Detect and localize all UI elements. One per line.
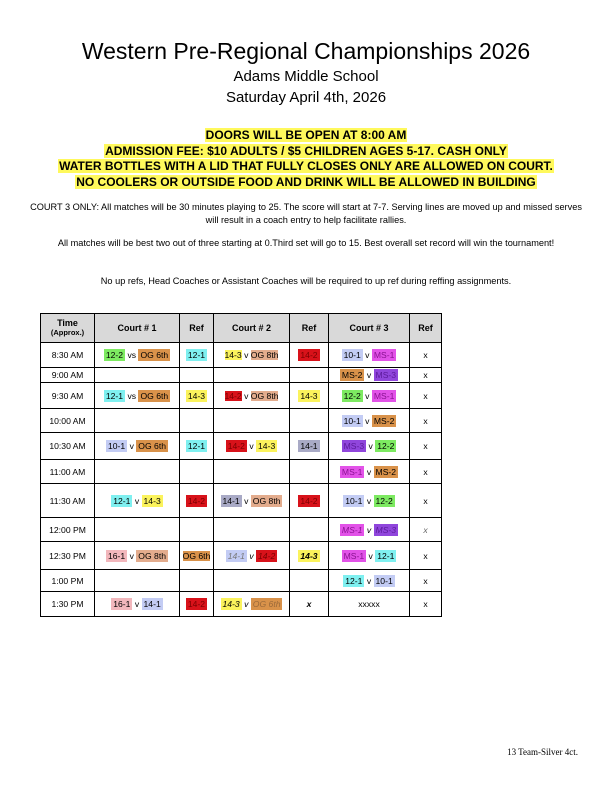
page-title: Western Pre-Regional Championships 2026: [81, 38, 531, 64]
court3-ref: x: [410, 383, 442, 409]
court2-match: [214, 570, 290, 592]
court1-match: [95, 518, 180, 542]
court3-ref: x: [410, 433, 442, 460]
court1-ref: 12-1: [180, 343, 214, 368]
header-court1: Court # 1: [95, 314, 180, 343]
court1-ref: 12-1: [180, 433, 214, 460]
court1-match: 16-1 v OG 8th: [95, 542, 180, 570]
notice-doors: DOORS WILL BE OPEN AT 8:00 AM: [205, 128, 407, 142]
court1-ref: OG 6th: [180, 542, 214, 570]
court3-ref: x: [410, 570, 442, 592]
notice-block: [0, 128, 612, 190]
event-date: Saturday April 4th, 2026: [225, 89, 387, 106]
court1-match: [95, 409, 180, 433]
court1-ref: 14-2: [180, 592, 214, 617]
court2-match: [214, 409, 290, 433]
court3-match: 10-1 v MS-2: [329, 409, 410, 433]
time-cell: 10:30 AM: [41, 433, 95, 460]
time-cell: 1:00 PM: [41, 570, 95, 592]
ref-rules: No up refs, Head Coaches or Assistant Coaches will be required to up ref during reffing assignments.: [100, 276, 512, 286]
court1-ref: 14-2: [180, 484, 214, 518]
court3-ref: x: [410, 518, 442, 542]
time-cell: 12:30 PM: [41, 542, 95, 570]
court2-match: 14-1 v 14-2: [214, 542, 290, 570]
time-cell: 8:30 AM: [41, 343, 95, 368]
table-header-row: [41, 314, 442, 343]
court1-ref: [180, 518, 214, 542]
court3-match: xxxxx: [329, 592, 410, 617]
court2-match: 14-2 v OG 8th: [214, 383, 290, 409]
footer-note: 13 Team-Silver 4ct.: [507, 747, 578, 757]
court1-match: 12-1 vs OG 6th: [95, 383, 180, 409]
court1-ref: 14-3: [180, 383, 214, 409]
court1-match: [95, 570, 180, 592]
court3-ref: x: [410, 368, 442, 383]
court2-ref: 14-3: [290, 383, 329, 409]
court2-match: 14-2 v 14-3: [214, 433, 290, 460]
court2-match: 14-3 v OG 8th: [214, 343, 290, 368]
notice-water: WATER BOTTLES WITH A LID THAT FULLY CLOSES ONLY ARE ALLOWED ON COURT.: [59, 159, 553, 173]
court2-ref: 14-1: [290, 433, 329, 460]
table-row: [41, 484, 442, 518]
court2-ref: 14-2: [290, 343, 329, 368]
court3-ref: x: [410, 409, 442, 433]
court1-match: [95, 368, 180, 383]
court2-match: 14-3 v OG 6th: [214, 592, 290, 617]
court2-ref: [290, 570, 329, 592]
court2-ref: x: [290, 592, 329, 617]
header-ref2: Ref: [290, 314, 329, 343]
table-row: [41, 542, 442, 570]
court3-match: 12-2 v MS-1: [329, 383, 410, 409]
table-row: [41, 570, 442, 592]
court1-ref: [180, 368, 214, 383]
court3-match: MS-1 v MS-2: [329, 460, 410, 484]
time-cell: 1:30 PM: [41, 592, 95, 617]
time-cell: 9:00 AM: [41, 368, 95, 383]
time-cell: 11:30 AM: [41, 484, 95, 518]
court3-match: MS-3 v 12-2: [329, 433, 410, 460]
time-cell: 11:00 AM: [41, 460, 95, 484]
court3-ref: x: [410, 484, 442, 518]
court1-ref: [180, 570, 214, 592]
court2-ref: 14-3: [290, 542, 329, 570]
time-cell: 10:00 AM: [41, 409, 95, 433]
court2-ref: [290, 368, 329, 383]
time-cell: 9:30 AM: [41, 383, 95, 409]
header-time: Time (Approx.): [41, 314, 95, 343]
court1-ref: [180, 460, 214, 484]
court3-match: MS-2 v MS-3: [329, 368, 410, 383]
time-cell: 12:00 PM: [41, 518, 95, 542]
match-format: All matches will be best two out of three starting at 0.Third set will go to 15. Best overall set record will win the tournament!: [57, 238, 555, 248]
venue: Adams Middle School: [233, 68, 379, 85]
header-ref1: Ref: [180, 314, 214, 343]
court1-match: 12-2 vs OG 6th: [95, 343, 180, 368]
court2-ref: 14-2: [290, 484, 329, 518]
court1-match: 10-1 v OG 6th: [95, 433, 180, 460]
court3-match: MS-1 v MS-3: [329, 518, 410, 542]
court2-ref: [290, 460, 329, 484]
court1-match: 12-1 v 14-3: [95, 484, 180, 518]
court2-match: 14-1 v OG 8th: [214, 484, 290, 518]
court1-match: 16-1 v 14-1: [95, 592, 180, 617]
court1-match: [95, 460, 180, 484]
table-row: [41, 433, 442, 460]
table-row: [41, 518, 442, 542]
court3-match: MS-1 v 12-1: [329, 542, 410, 570]
table-row: [41, 592, 442, 617]
header-court2: Court # 2: [214, 314, 290, 343]
court3-rules: COURT 3 ONLY: All matches will be 30 minutes playing to 25. The score will start at 7-7. Serving lines are moved up and missed serves will result in a coach entry to help facilitate rallies.: [30, 202, 582, 225]
table-row: [41, 368, 442, 383]
court2-ref: [290, 518, 329, 542]
court2-match: [214, 518, 290, 542]
court2-match: [214, 460, 290, 484]
court3-match: 10-1 v 12-2: [329, 484, 410, 518]
header-court3: Court # 3: [329, 314, 410, 343]
court3-match: 12-1 v 10-1: [329, 570, 410, 592]
court3-ref: x: [410, 343, 442, 368]
table-row: [41, 409, 442, 433]
court3-ref: x: [410, 542, 442, 570]
court2-ref: [290, 409, 329, 433]
court2-match: [214, 368, 290, 383]
court3-ref: x: [410, 460, 442, 484]
court3-ref: x: [410, 592, 442, 617]
court3-match: 10-1 v MS-1: [329, 343, 410, 368]
header-ref3: Ref: [410, 314, 442, 343]
table-row: [41, 343, 442, 368]
table-row: [41, 383, 442, 409]
notice-coolers: NO COOLERS OR OUTSIDE FOOD AND DRINK WILL BE ALLOWED IN BUILDING: [76, 174, 536, 189]
schedule-table: [40, 313, 442, 617]
court1-ref: [180, 409, 214, 433]
table-row: [41, 460, 442, 484]
notice-admission: ADMISSION FEE: $10 ADULTS / $5 CHILDREN AGES 5-17. CASH ONLY: [105, 143, 507, 158]
